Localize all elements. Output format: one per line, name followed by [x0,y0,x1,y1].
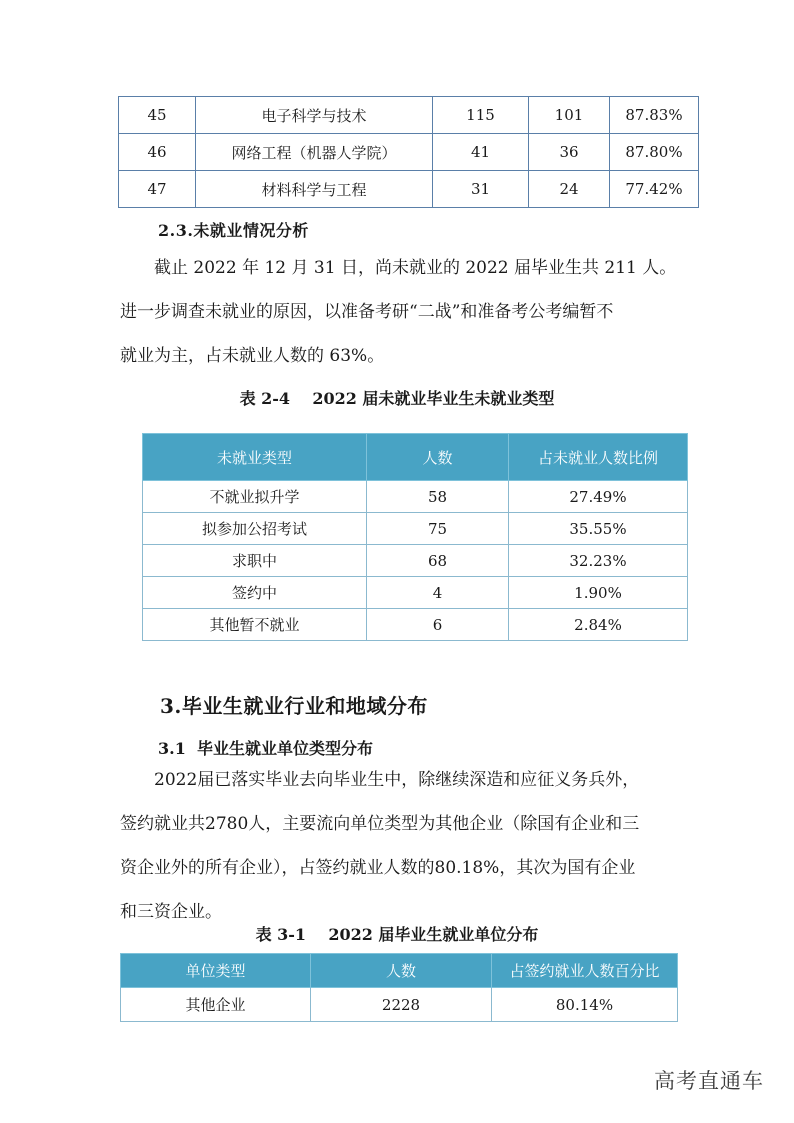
column-header: 占未就业人数比例 [509,434,688,481]
paragraph-line: 签约就业共2780人，主要流向单位类型为其他企业（除国有企业和三 [120,814,640,834]
column-header: 人数 [311,954,492,988]
column-header: 未就业类型 [143,434,367,481]
table-row [119,134,699,171]
column-header: 单位类型 [121,954,311,988]
count-cell: 68 [367,545,509,577]
employed-count: 36 [529,134,610,171]
employed-count: 101 [529,97,610,134]
table-row [143,545,688,577]
table-row [143,481,688,513]
table-2-4-caption: 表 2-4 2022 届未就业毕业生未就业类型 [239,389,555,408]
row-index: 45 [119,97,196,134]
row-index: 46 [119,134,196,171]
unemployment-type-table [142,433,688,641]
majors-table [118,96,699,208]
paragraph-line: 资企业外的所有企业），占签约就业人数的80.18%，其次为国有企业 [120,858,636,878]
paragraph-line: 就业为主，占未就业人数的 63%。 [120,346,385,366]
graduates-count: 31 [433,171,529,208]
unemployment-paragraph [120,246,680,378]
section-heading-2-3: 2.3.未就业情况分析 [158,221,309,240]
section-heading-3-1: 3.1 毕业生就业单位类型分布 [158,739,373,758]
count-cell: 75 [367,513,509,545]
table-3-1-caption: 表 3-1 2022 届毕业生就业单位分布 [255,925,539,944]
graduates-count: 115 [433,97,529,134]
row-index: 47 [119,171,196,208]
type-cell: 签约中 [143,577,367,609]
count-cell: 2228 [311,988,492,1022]
graduates-count: 41 [433,134,529,171]
employer-type-table [120,953,678,1022]
table-row [143,513,688,545]
percent-cell: 32.23% [509,545,688,577]
employer-type-paragraph [120,758,680,934]
watermark-logo-text: 高考直通车 [654,1069,764,1093]
employer-type-cell: 其他企业 [121,988,311,1022]
employed-count: 24 [529,171,610,208]
major-name: 网络工程（机器人学院） [196,134,433,171]
employment-rate: 87.83% [610,97,699,134]
percent-cell: 27.49% [509,481,688,513]
table-row [119,97,699,134]
type-cell: 求职中 [143,545,367,577]
type-cell: 不就业拟升学 [143,481,367,513]
count-cell: 6 [367,609,509,641]
type-cell: 其他暂不就业 [143,609,367,641]
table-row [121,988,678,1022]
percent-cell: 2.84% [509,609,688,641]
percent-cell: 1.90% [509,577,688,609]
type-cell: 拟参加公招考试 [143,513,367,545]
table-row [143,577,688,609]
column-header: 人数 [367,434,509,481]
employment-rate: 87.80% [610,134,699,171]
major-name: 电子科学与技术 [196,97,433,134]
section-heading-3: 3.毕业生就业行业和地域分布 [160,694,428,718]
paragraph-line: 2022届已落实毕业去向毕业生中，除继续深造和应征义务兵外， [154,770,640,790]
table-header-row [143,434,688,481]
paragraph-line: 截止 2022 年 12 月 31 日，尚未就业的 2022 届毕业生共 211 人。 [154,258,677,278]
paragraph-line: 和三资企业。 [120,902,222,922]
count-cell: 58 [367,481,509,513]
count-cell: 4 [367,577,509,609]
table-row [119,171,699,208]
column-header: 占签约就业人数百分比 [492,954,678,988]
employment-rate: 77.42% [610,171,699,208]
percent-cell: 35.55% [509,513,688,545]
table-row [143,609,688,641]
percent-cell: 80.14% [492,988,678,1022]
major-name: 材料科学与工程 [196,171,433,208]
paragraph-line: 进一步调查未就业的原因，以准备考研“二战”和准备考公考编暂不 [120,302,614,322]
table-header-row [121,954,678,988]
